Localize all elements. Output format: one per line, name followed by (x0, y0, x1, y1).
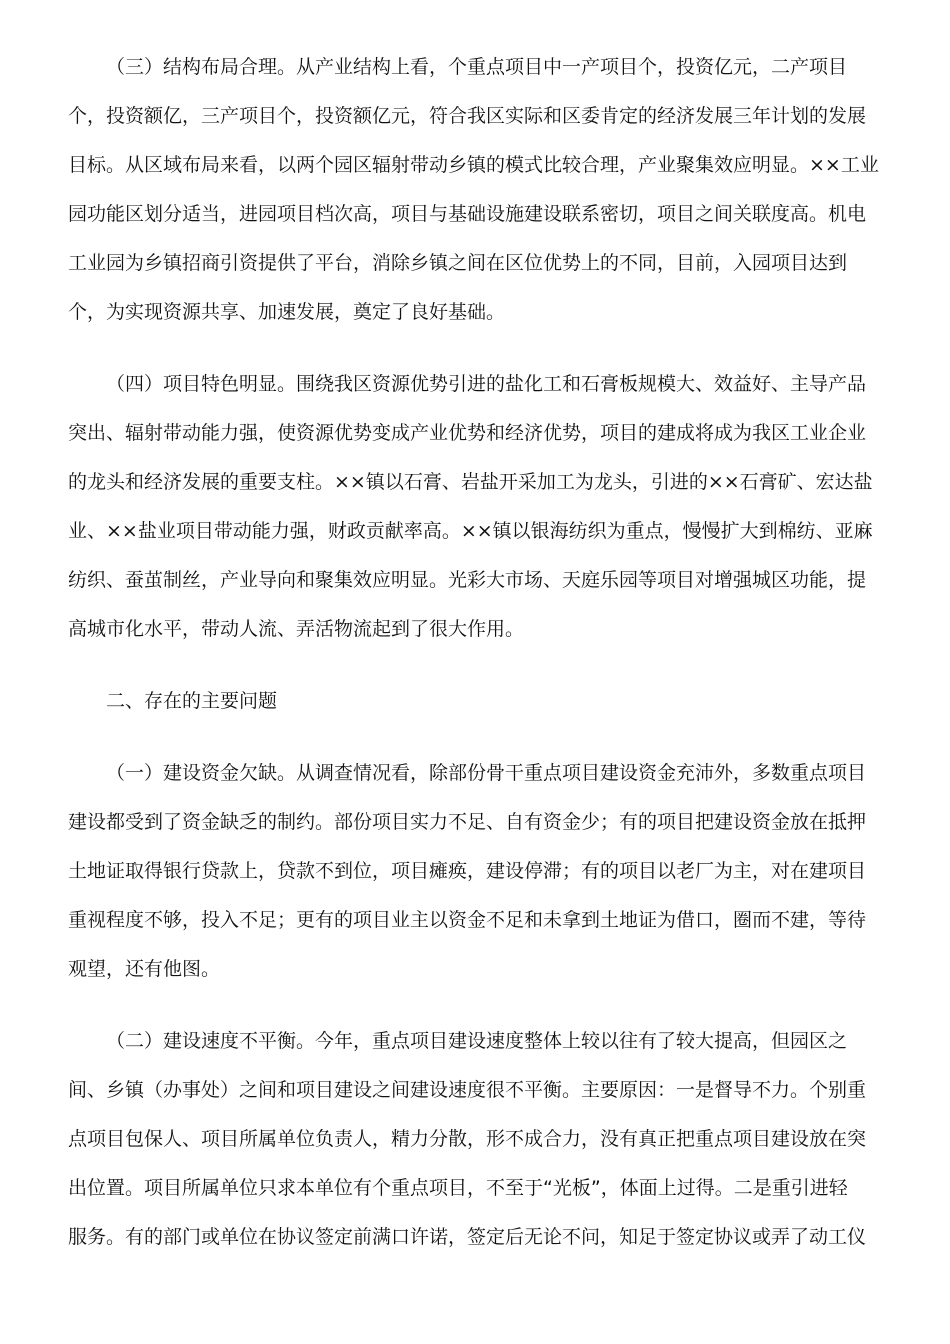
paragraph-line: 的龙头和经济发展的重要支柱。××镇以石膏、岩盐开采加工为龙头，引进的××石膏矿、宏达盐 (68, 471, 873, 493)
paragraph-line: 出位置。项目所属单位只求本单位有个重点项目，不至于“光板”，体面上过得。二是重引进轻 (68, 1177, 848, 1199)
paragraph-line: 服务。有的部门或单位在协议签定前满口许诺，签定后无论不问，知足于签定协议或弄了动工仪 (68, 1226, 867, 1248)
paragraph-line: 个，为实现资源共享、加速发展，奠定了良好基础。 (68, 301, 506, 323)
paragraph-line: 点项目包保人、项目所属单位负责人，精力分散，形不成合力，没有真正把重点项目建设放在突 (68, 1128, 867, 1150)
paragraph-line: 目标。从区域布局来看，以两个园区辐射带动乡镇的模式比较合理，产业聚集效应明显。××工业 (68, 154, 879, 176)
paragraph-line: （四）项目特色明显。围绕我区资源优势引进的盐化工和石膏板规模大、效益好、主导产品 (106, 373, 867, 395)
paragraph-line: 个，投资额亿，三产项目个，投资额亿元，符合我区实际和区委肯定的经济发展三年计划的发展 (68, 105, 867, 127)
paragraph-line: （三）结构布局合理。从产业结构上看，个重点项目中一产项目个，投资亿元，二产项目 (106, 56, 848, 78)
paragraph-line: 高城市化水平，带动人流、弄活物流起到了很大作用。 (68, 618, 525, 640)
paragraph-line: 园功能区划分适当，进园项目档次高，项目与基础设施建设联系密切，项目之间关联度高。机电 (68, 203, 867, 225)
paragraph-line: 间、乡镇（办事处）之间和项目建设之间建设速度很不平衡。主要原因：一是督导不力。个别重 (68, 1079, 867, 1101)
paragraph-line: 建设都受到了资金缺乏的制约。部份项目实力不足、自有资金少；有的项目把建设资金放在抵押 (68, 811, 867, 833)
paragraph-line: 业、××盐业项目带动能力强，财政贡献率高。××镇以银海纺织为重点，慢慢扩大到棉纺、亚麻 (68, 520, 873, 542)
paragraph-line: 工业园为乡镇招商引资提供了平台，消除乡镇之间在区位优势上的不同，目前，入园项目达到 (68, 252, 848, 274)
paragraph-line: 突出、辐射带动能力强，使资源优势变成产业优势和经济优势，项目的建成将成为我区工业企业 (68, 422, 867, 444)
paragraph-line: 土地证取得银行贷款上，贷款不到位，项目瘫痪，建设停滞；有的项目以老厂为主，对在建项目 (68, 860, 867, 882)
section-heading: 二、存在的主要问题 (106, 690, 278, 712)
paragraph-line: 观望，还有他图。 (68, 958, 221, 980)
paragraph-line: （一）建设资金欠缺。从调查情况看，除部份骨干重点项目建设资金充沛外，多数重点项目 (106, 762, 867, 784)
paragraph-line: 纺织、蚕茧制丝，产业导向和聚集效应明显。光彩大市场、天庭乐园等项目对增强城区功能，提 (68, 569, 867, 591)
paragraph-line: （二）建设速度不平衡。今年，重点项目建设速度整体上较以往有了较大提高，但园区之 (106, 1030, 848, 1052)
paragraph-line: 重视程度不够，投入不足；更有的项目业主以资金不足和未拿到土地证为借口，圈而不建，等待 (68, 909, 867, 931)
